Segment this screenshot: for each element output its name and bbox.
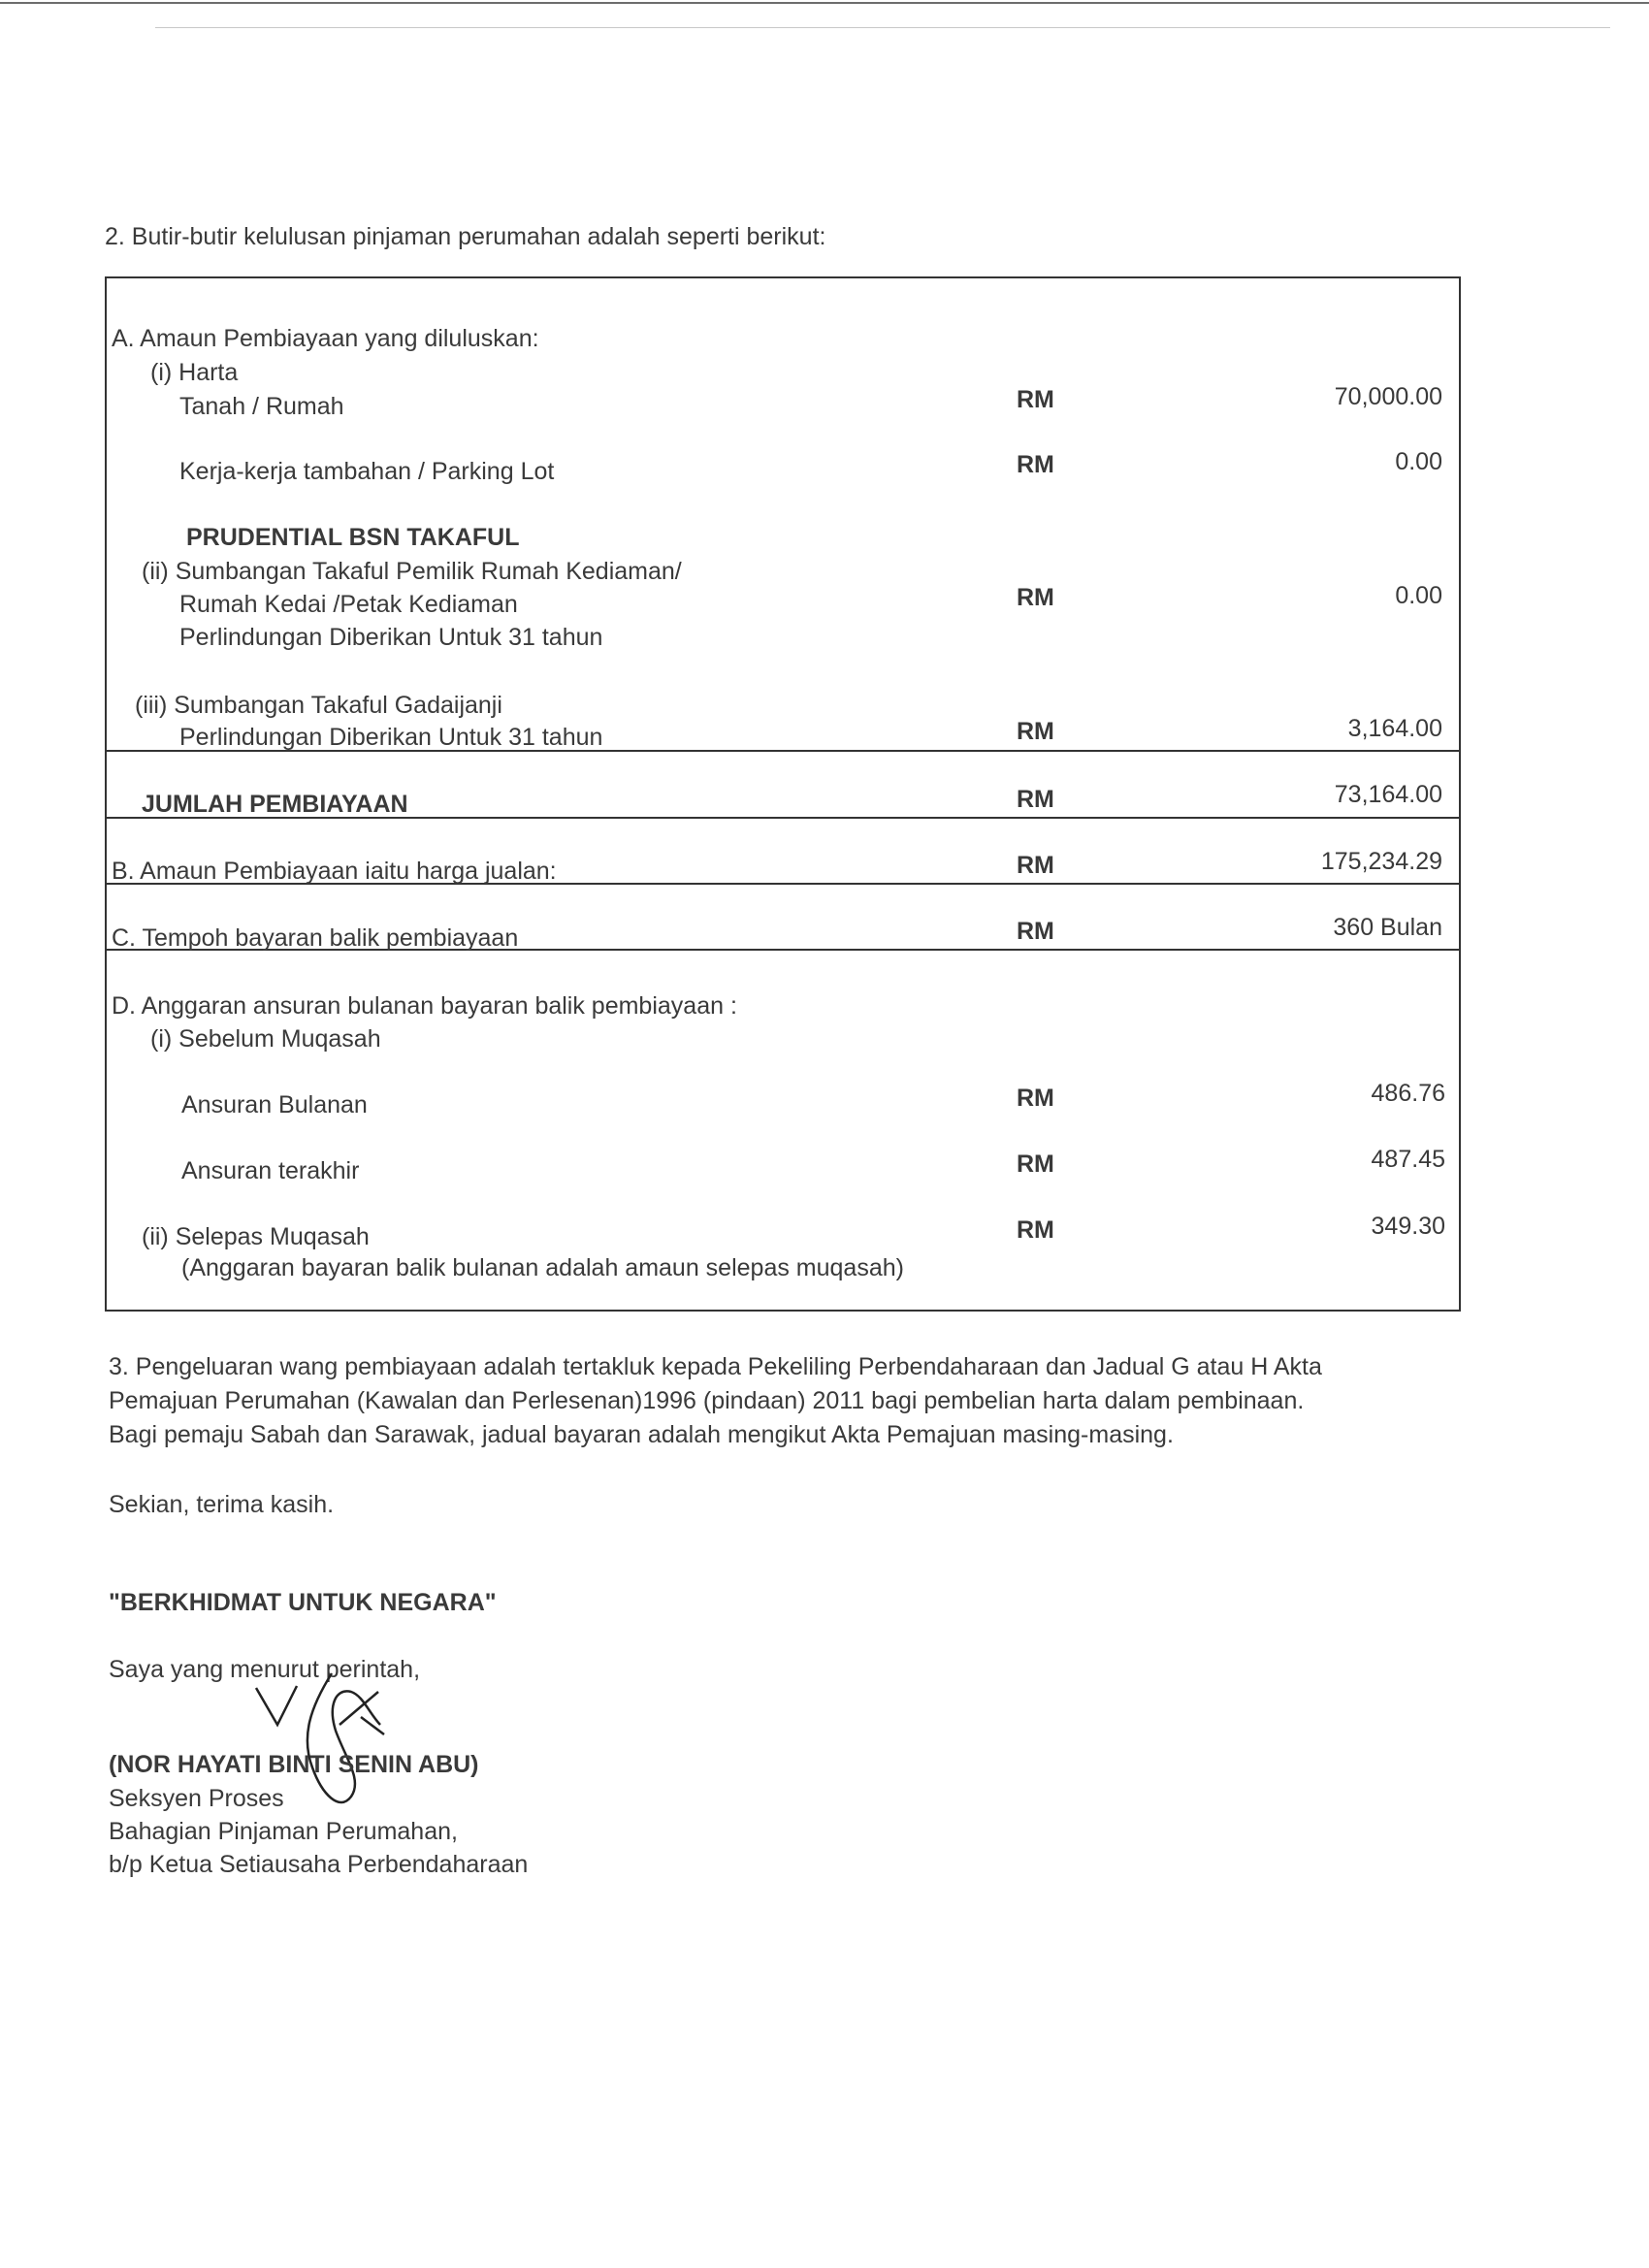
currency-label: RM [1017,1150,1054,1178]
signatory-name: (NOR HAYATI BINTI SENIN ABU) [109,1751,479,1778]
ansuran-terakhir-amount: 487.45 [1371,1146,1445,1173]
currency-label: RM [1017,718,1054,745]
currency-label: RM [1017,1216,1054,1244]
tanah-rumah-label: Tanah / Rumah [179,393,344,420]
ansuran-bulanan-label: Ansuran Bulanan [181,1091,368,1118]
para3-line1: 3. Pengeluaran wang pembiayaan adalah tertakluk kepada Pekeliling Perbendaharaan dan Jadual G atau H Akta [109,1353,1322,1380]
takaful-gadaijanji-amount: 3,164.00 [1347,715,1442,742]
section-b-amount: 175,234.29 [1320,848,1442,875]
signatory-line2: Bahagian Pinjaman Perumahan, [109,1818,458,1845]
takaful-pemilik-line1: (ii) Sumbangan Takaful Pemilik Rumah Kediaman/ [142,558,682,585]
currency-label: RM [1017,918,1054,945]
harta-label: (i) Harta [150,359,239,386]
section-b-label: B. Amaun Pembiayaan iaitu harga jualan: [112,858,557,885]
currency-label: RM [1017,584,1054,611]
currency-label: RM [1017,386,1054,413]
currency-label: RM [1017,852,1054,879]
intro-text: 2. Butir-butir kelulusan pinjaman perumahan adalah seperti berikut: [105,223,826,250]
signatory-line1: Seksyen Proses [109,1785,284,1812]
selepas-muqasah-amount: 349.30 [1371,1213,1445,1240]
scan-top-border [0,2,1649,4]
selepas-muqasah-label: (ii) Selepas Muqasah [142,1223,370,1250]
signatory-line3: b/p Ketua Setiausaha Perbendaharaan [109,1851,529,1878]
takaful-pemilik-amount: 0.00 [1395,582,1442,609]
takaful-pemilik-line2: Rumah Kedai /Petak Kediaman [179,591,518,618]
takaful-pemilik-line3: Perlindungan Diberikan Untuk 31 tahun [179,624,603,651]
section-a-title: A. Amaun Pembiayaan yang diluluskan: [112,325,539,352]
kerja-tambahan-label: Kerja-kerja tambahan / Parking Lot [179,458,555,485]
section-c-label: C. Tempoh bayaran balik pembiayaan [112,924,519,952]
sebelum-muqasah: (i) Sebelum Muqasah [150,1025,381,1053]
currency-label: RM [1017,786,1054,813]
tanah-rumah-amount: 70,000.00 [1334,383,1442,410]
currency-label: RM [1017,451,1054,478]
currency-label: RM [1017,1085,1054,1112]
jumlah-label: JUMLAH PEMBIAYAAN [142,791,408,818]
motto: "BERKHIDMAT UNTUK NEGARA" [109,1589,497,1616]
muqasah-note: (Anggaran bayaran balik bulanan adalah amaun selepas muqasah) [181,1254,904,1281]
takaful-gadaijanji-line1: (iii) Sumbangan Takaful Gadaijanji [135,692,502,719]
section-c-amount: 360 Bulan [1333,914,1442,941]
para3-line3: Bagi pemaju Sabah dan Sarawak, jadual bayaran adalah mengikut Akta Pemajuan masing-masing. [109,1421,1174,1448]
takaful-provider: PRUDENTIAL BSN TAKAFUL [186,524,520,551]
ansuran-bulanan-amount: 486.76 [1371,1080,1445,1107]
closing-text: Sekian, terima kasih. [109,1491,335,1518]
jumlah-amount: 73,164.00 [1334,781,1442,808]
saya-text: Saya yang menurut perintah, [109,1656,421,1683]
takaful-gadaijanji-line2: Perlindungan Diberikan Untuk 31 tahun [179,724,603,751]
ansuran-terakhir-label: Ansuran terakhir [181,1157,360,1184]
kerja-tambahan-amount: 0.00 [1395,448,1442,475]
section-d-title: D. Anggaran ansuran bulanan bayaran balik pembiayaan : [112,992,737,1020]
para3-line2: Pemajuan Perumahan (Kawalan dan Perlesenan)1996 (pindaan) 2011 bagi pembelian harta dalam pembinaan. [109,1387,1305,1414]
scan-top-rule [155,27,1610,28]
